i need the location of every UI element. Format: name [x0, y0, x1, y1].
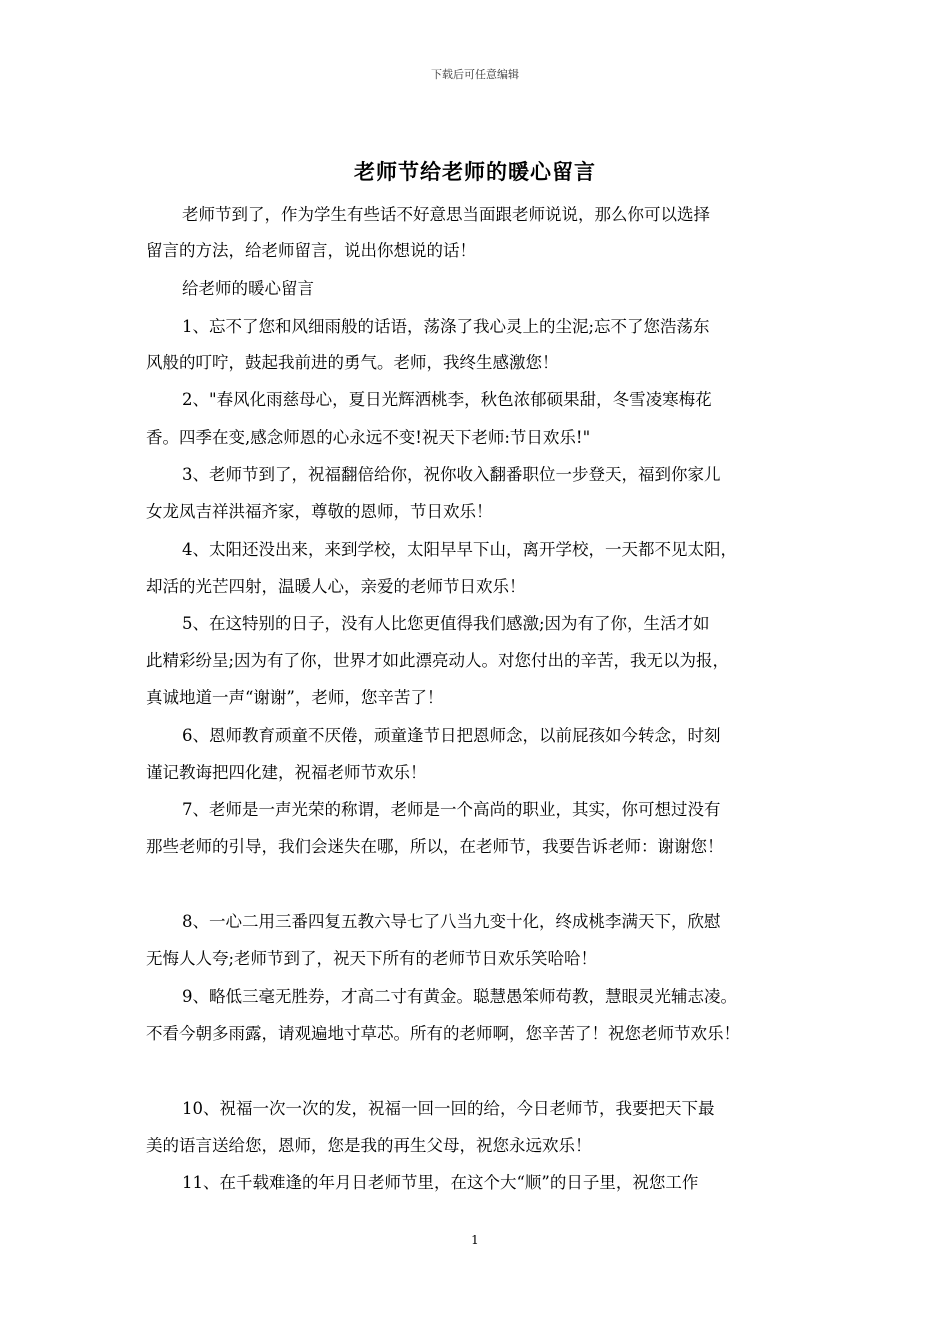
- text-line: 给老师的暖心留言: [182, 279, 314, 298]
- text-line: 6、恩师教育顽童不厌倦，顽童逢节日把恩师念，以前屁孩如今转念，时刻: [182, 726, 721, 745]
- text-line: 3、老师节到了，祝福翻倍给你，祝你收入翻番职位一步登天，福到你家儿: [182, 465, 721, 484]
- document-title: 老师节给老师的暖心留言: [354, 159, 596, 184]
- text-line: 谨记教诲把四化建，祝福老师节欢乐！: [146, 763, 427, 782]
- text-line: 4、太阳还没出来，来到学校，太阳早早下山，离开学校，一天都不见太阳，: [182, 540, 737, 559]
- text-line: 此精彩纷呈;因为有了你，世界才如此漂亮动人。对您付出的辛苦，我无以为报，: [146, 651, 730, 670]
- text-line: 留言的方法，给老师留言，说出你想说的话！: [146, 241, 476, 260]
- text-line: 2、"春风化雨慈母心，夏日光辉洒桃李，秋色浓郁硕果甜，冬雪凌寒梅花: [182, 390, 712, 409]
- text-line: 不看今朝多雨露，请观遍地寸草芯。所有的老师啊，您辛苦了！祝您老师节欢乐！: [146, 1024, 740, 1043]
- text-line: 却活的光芒四射，温暖人心，亲爱的老师节日欢乐！: [146, 577, 526, 596]
- text-line: 美的语言送给您，恩师，您是我的再生父母，祝您永远欢乐！: [146, 1136, 592, 1155]
- text-line: 5、在这特别的日子，没有人比您更值得我们感激;因为有了你，生活才如: [182, 614, 710, 633]
- text-line: 那些老师的引导，我们会迷失在哪，所以，在老师节，我要告诉老师：谢谢您！: [146, 837, 724, 856]
- text-line: 真诚地道一声“谢谢”，老师，您辛苦了！: [146, 688, 444, 707]
- text-line: 9、略低三毫无胜券，才高二寸有黄金。聪慧愚笨师苟教，慧眼灵光辅志凌。: [182, 987, 737, 1006]
- text-line: 香。四季在变,感念师恩的心永远不变!祝天下老师:节日欢乐!": [146, 428, 591, 447]
- text-line: 10、祝福一次一次的发，祝福一回一回的给，今日老师节，我要把天下最: [182, 1099, 715, 1118]
- page-number: 1: [471, 1233, 479, 1247]
- text-line: 风般的叮咛，鼓起我前进的勇气。老师，我终生感激您！: [146, 353, 559, 372]
- text-line: 11、在千载难逢的年月日老师节里，在这个大“顺”的日子里，祝您工作: [182, 1173, 699, 1192]
- text-line: 女龙凤吉祥洪福齐家，尊敬的恩师，节日欢乐！: [146, 502, 493, 521]
- text-line: 7、老师是一声光荣的称谓，老师是一个高尚的职业，其实，你可想过没有: [182, 800, 721, 819]
- text-line: 8、一心二用三番四复五教六导七了八当九变十化，终成桃李满天下，欣慰: [182, 912, 721, 931]
- text-line: 无悔人人夸;老师节到了，祝天下所有的老师节日欢乐笑哈哈！: [146, 949, 598, 968]
- text-line: 1、忘不了您和风细雨般的话语，荡涤了我心灵上的尘泥;忘不了您浩荡东: [182, 317, 710, 336]
- page-header: 下载后可任意编辑: [431, 68, 519, 81]
- text-line: 老师节到了，作为学生有些话不好意思当面跟老师说说，那么你可以选择: [182, 205, 710, 224]
